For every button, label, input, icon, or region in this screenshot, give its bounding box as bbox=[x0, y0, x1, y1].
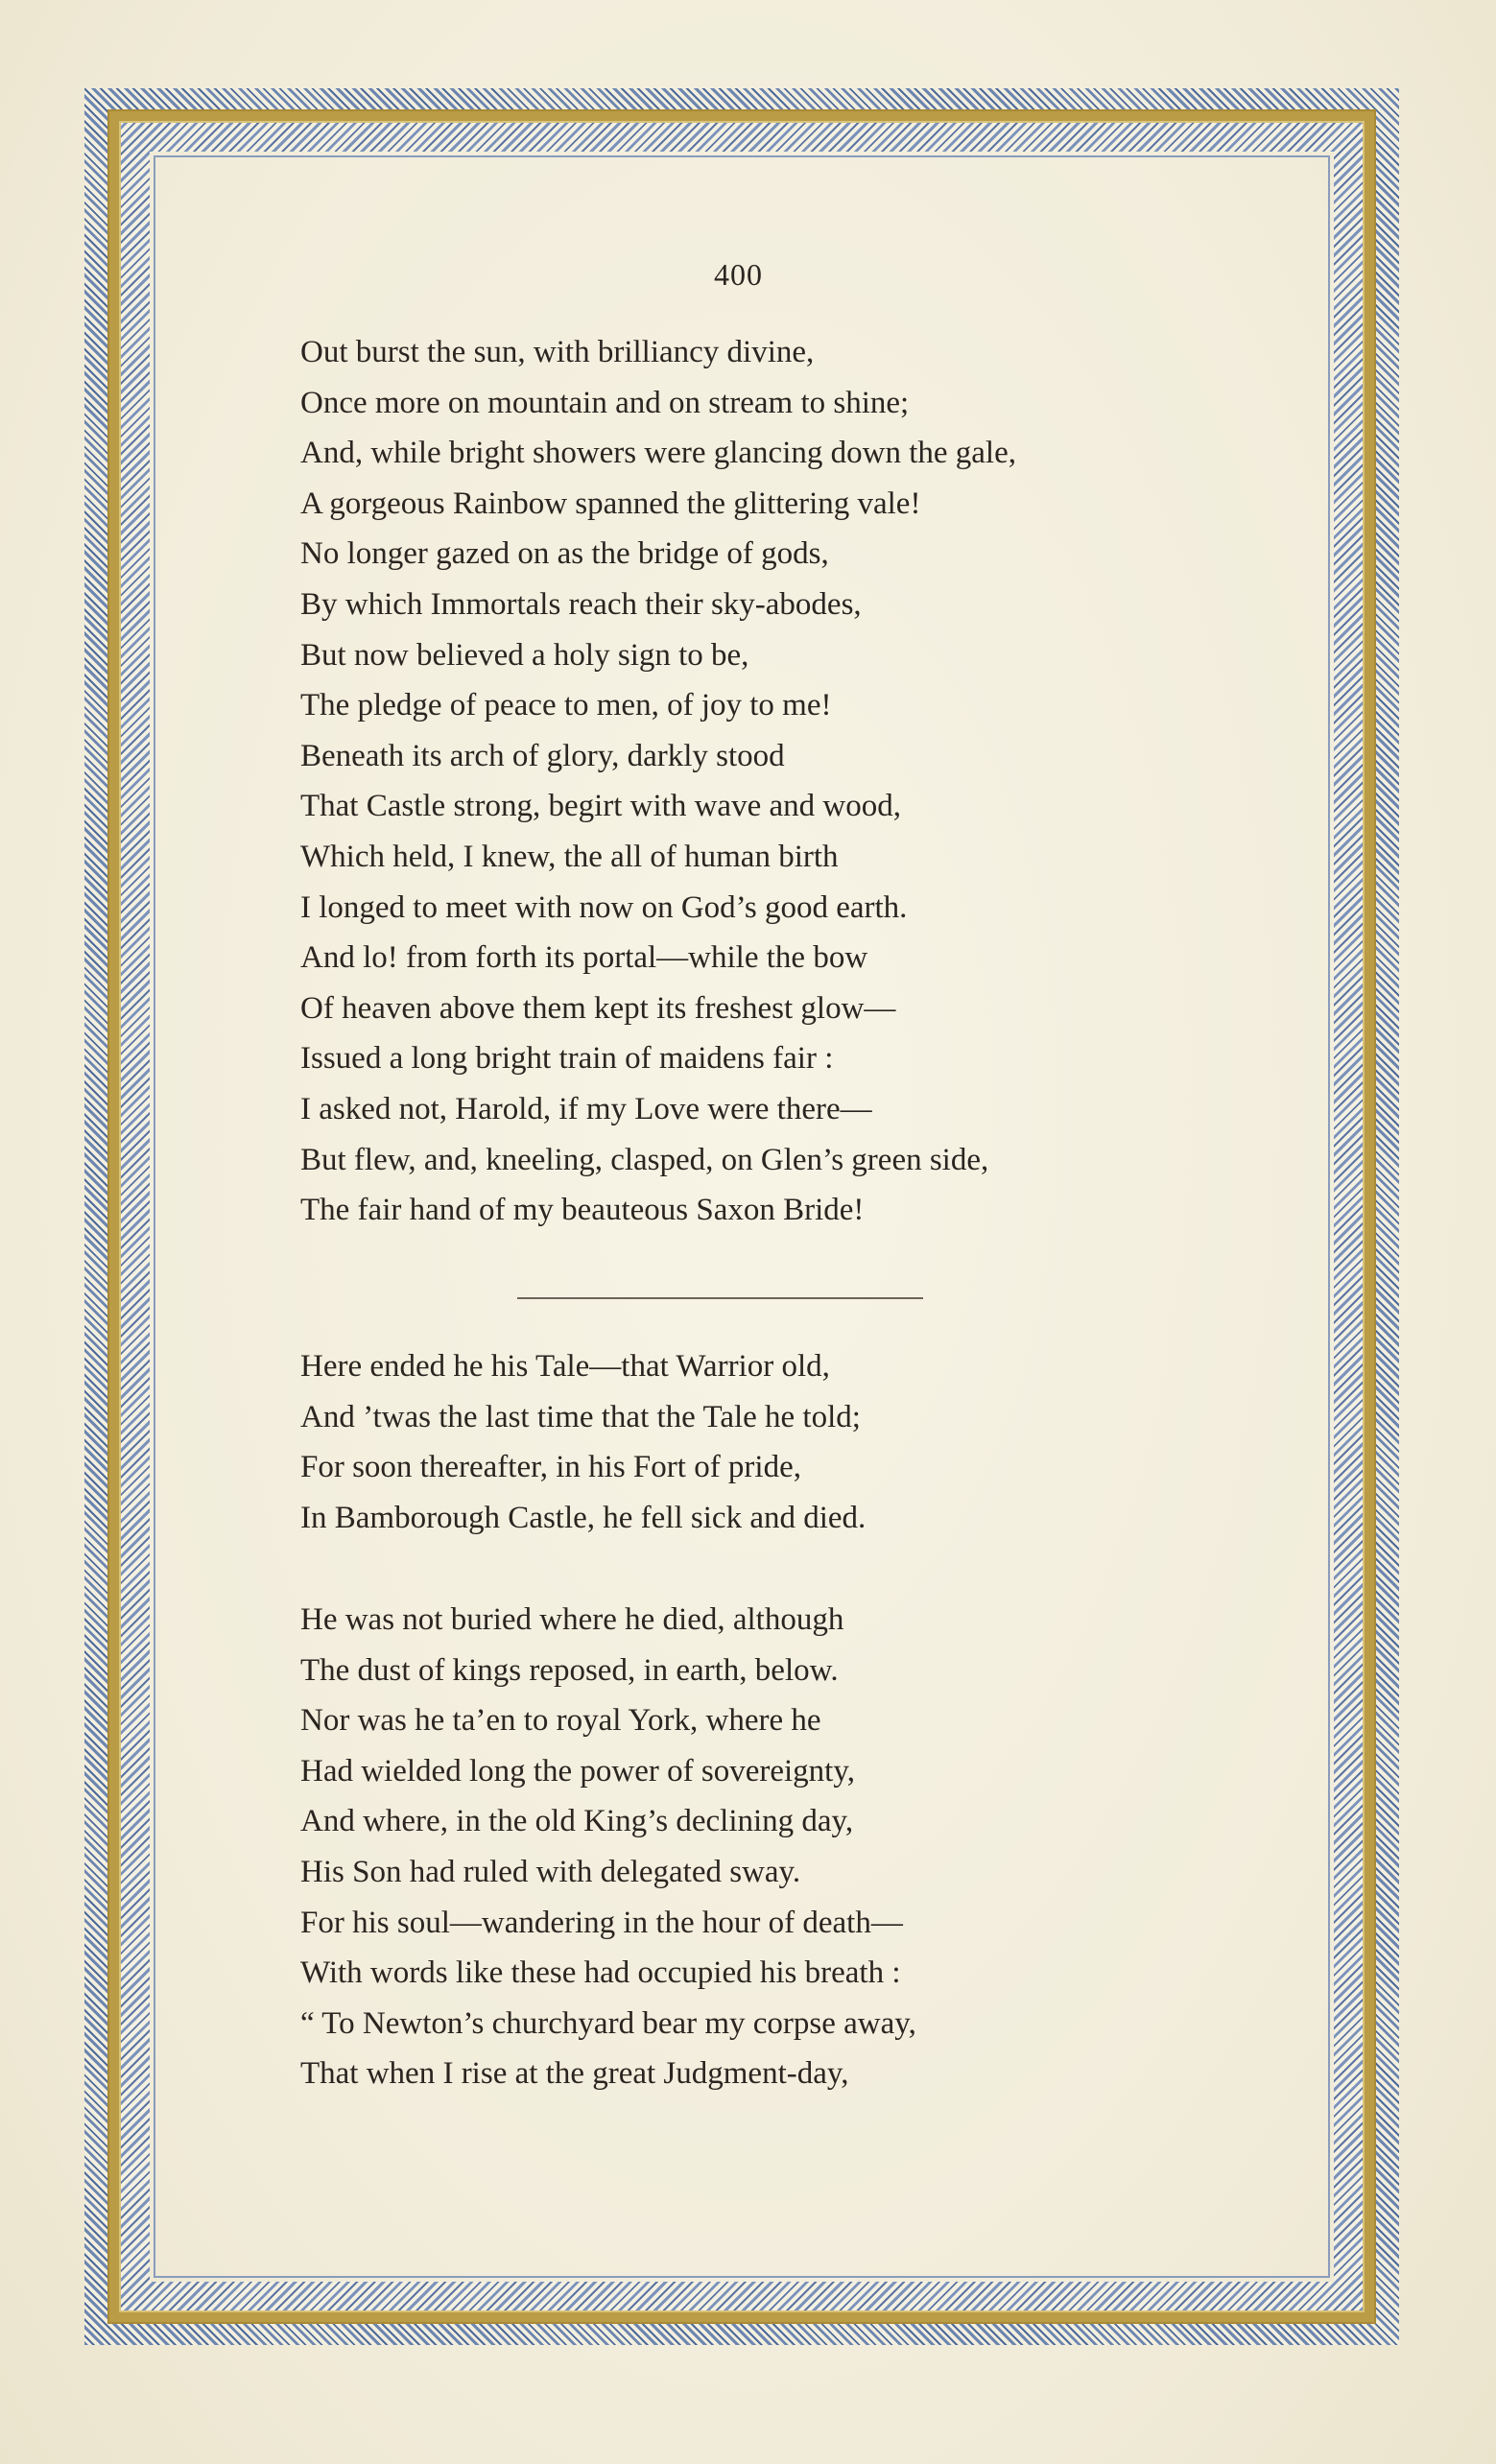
poem-line: The pledge of peace to men, of joy to me! bbox=[300, 688, 832, 723]
poem-line: And ’twas the last time that the Tale he told; bbox=[300, 1399, 861, 1434]
page-number: 400 bbox=[714, 257, 763, 292]
poem-line: Beneath its arch of glory, darkly stood bbox=[300, 738, 785, 773]
poem-line: And where, in the old King’s declining day, bbox=[300, 1804, 854, 1839]
poem-line: But now believed a holy sign to be, bbox=[300, 637, 749, 673]
poem-line: He was not buried where he died, although bbox=[300, 1602, 844, 1637]
poem-line: I longed to meet with now on God’s good earth. bbox=[300, 889, 908, 925]
poem-line: By which Immortals reach their sky-abodes, bbox=[300, 586, 862, 622]
poem-line: Had wielded long the power of sovereignty, bbox=[300, 1753, 855, 1789]
poem-line: His Son had ruled with delegated sway. bbox=[300, 1854, 801, 1889]
poem-line: The fair hand of my beauteous Saxon Bride! bbox=[300, 1193, 865, 1228]
poem-line: The dust of kings reposed, in earth, below. bbox=[300, 1652, 839, 1688]
poem-line: In Bamborough Castle, he fell sick and died. bbox=[300, 1500, 867, 1535]
stanza-2 bbox=[300, 1341, 866, 1543]
poem-line: Nor was he ta’en to royal York, where he bbox=[300, 1703, 821, 1739]
poem-line: No longer gazed on as the bridge of gods, bbox=[300, 536, 829, 572]
stanza-3 bbox=[300, 1595, 916, 2099]
poem-line: Of heaven above them kept its freshest glow— bbox=[300, 990, 896, 1026]
poem-line: Once more on mountain and on stream to shine; bbox=[300, 385, 910, 420]
poem-line: Issued a long bright train of maidens fair : bbox=[300, 1041, 834, 1077]
poem-line: And lo! from forth its portal—while the bow bbox=[300, 940, 868, 976]
poem-line: That when I rise at the great Judgment-day, bbox=[300, 2056, 849, 2092]
poem-line: With words like these had occupied his breath : bbox=[300, 1955, 901, 1991]
stanza-1 bbox=[300, 327, 1016, 1236]
poem-line: A gorgeous Rainbow spanned the glittering vale! bbox=[300, 486, 921, 521]
poem-line: That Castle strong, begirt with wave and wood, bbox=[300, 789, 901, 824]
poem-line: Which held, I knew, the all of human birth bbox=[300, 839, 839, 874]
poem-line: For soon thereafter, in his Fort of pride, bbox=[300, 1450, 801, 1485]
poem-line: And, while bright showers were glancing down the gale, bbox=[300, 436, 1016, 471]
poem-line: Out burst the sun, with brilliancy divine, bbox=[300, 335, 815, 369]
poem-line: “ To Newton’s churchyard bear my corpse away, bbox=[300, 2005, 916, 2041]
poem-line: For his soul—wandering in the hour of death— bbox=[300, 1905, 903, 1940]
poem-line: Here ended he his Tale—that Warrior old, bbox=[300, 1349, 830, 1384]
poem-line: I asked not, Harold, if my Love were there— bbox=[300, 1091, 872, 1126]
section-divider bbox=[517, 1297, 923, 1299]
poem-line: But flew, and, kneeling, clasped, on Glen’s green side, bbox=[300, 1142, 989, 1177]
